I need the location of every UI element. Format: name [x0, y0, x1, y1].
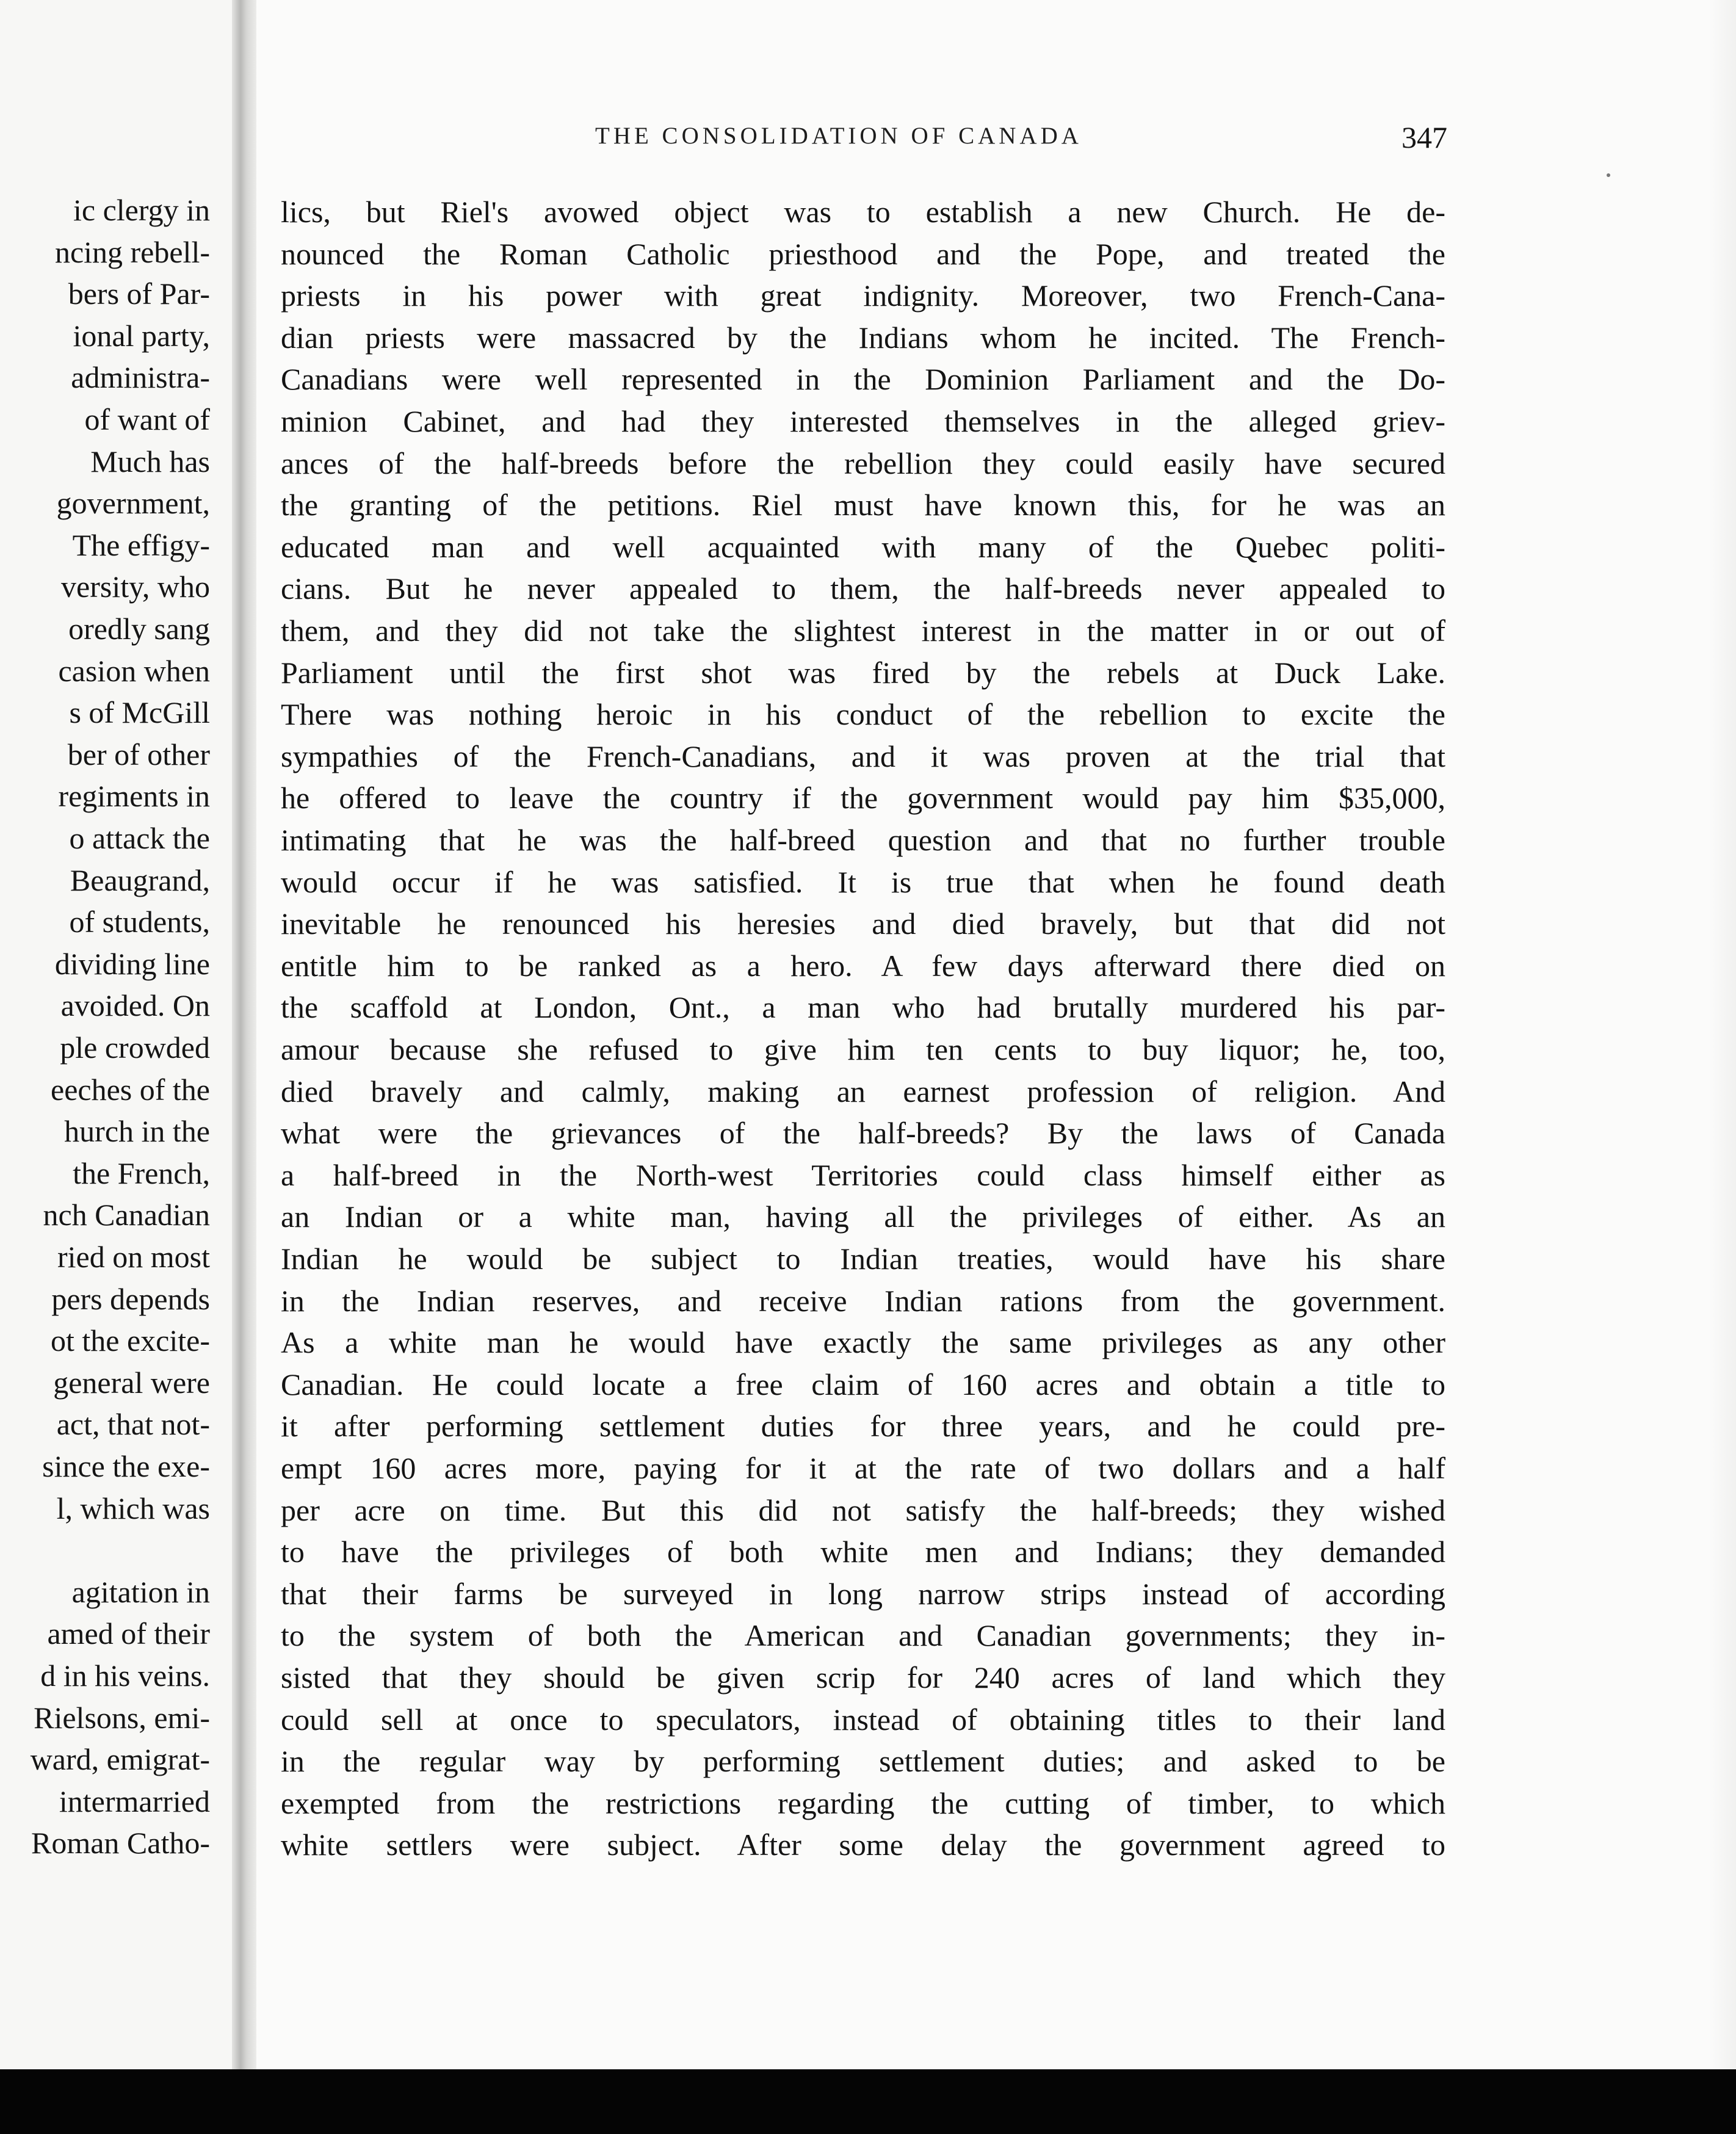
body-text-line: per acre on time. But this did not satisfy the half-breeds; they wished [281, 1492, 1445, 1527]
scan-speck [1607, 173, 1610, 177]
body-text-line: to the system of both the American and Canadian governments; they in- [281, 1618, 1445, 1653]
left-page-line: of students, [69, 905, 210, 939]
left-page-text [0, 0, 232, 2069]
left-page-line: ional party, [73, 318, 210, 353]
left-page-line: amed of their [47, 1616, 210, 1651]
left-page-line: nch Canadian [43, 1198, 210, 1232]
body-text-line: minion Cabinet, and had they interested themselves in the alleged griev- [281, 404, 1445, 438]
body-text-line: Parliament until the first shot was fired by the rebels at Duck Lake. [281, 655, 1445, 690]
body-text-line: Indian he would be subject to Indian treaties, would have his share [281, 1242, 1445, 1276]
left-page-fragment [0, 0, 232, 2069]
body-text-line: could sell at once to speculators, instead of obtaining titles to their land [281, 1702, 1445, 1737]
left-page-line: versity, who [61, 570, 210, 604]
body-text-line: empt 160 acres more, paying for it at the rate of two dollars and a half [281, 1451, 1445, 1485]
scan-bottom-border [0, 2069, 1736, 2134]
body-text-line: that their farms be surveyed in long narrow strips instead of according [281, 1576, 1445, 1611]
book-gutter [232, 0, 256, 2069]
left-page-line: intermarried [59, 1784, 210, 1818]
body-text-line: the granting of the petitions. Riel must have known this, for he was an [281, 488, 1445, 523]
left-page-line: government, [56, 486, 210, 521]
body-text-line: sympathies of the French-Canadians, and it was proven at the trial that [281, 739, 1445, 773]
left-page-line: of want of [84, 402, 210, 436]
left-page-line: s of McGill [69, 695, 210, 730]
left-page-line: The effigy- [72, 527, 210, 562]
left-page-line: ward, emigrat- [30, 1742, 210, 1777]
body-text-line: There was nothing heroic in his conduct of the rebellion to excite the [281, 697, 1445, 732]
left-page-line: eeches of the [51, 1072, 210, 1107]
left-page-line: hurch in the [64, 1114, 210, 1149]
left-page-line: casion when [58, 653, 210, 688]
left-page-line: ber of other [67, 737, 210, 772]
body-text-line: them, and they did not take the slightest interest in the matter in or out of [281, 613, 1445, 648]
running-head: THE CONSOLIDATION OF CANADA [595, 123, 1082, 149]
left-page-line: Roman Catho- [31, 1826, 210, 1861]
left-page-line: ic clergy in [73, 193, 210, 227]
body-text-line: inevitable he renounced his heresies and died bravely, but that did not [281, 906, 1445, 941]
body-text-line: Canadians were well represented in the Dominion Parliament and the Do- [281, 362, 1445, 397]
left-page-line: regiments in [58, 779, 210, 814]
body-text-line: died bravely and calmly, making an earnest profession of religion. And [281, 1074, 1445, 1109]
left-page-line: oredly sang [68, 612, 210, 646]
body-text-line: educated man and well acquainted with many of the Quebec politi- [281, 529, 1445, 564]
left-page-line: administra- [71, 360, 210, 395]
left-page-line: Rielsons, emi- [34, 1700, 210, 1735]
page-number: 347 [1401, 120, 1447, 154]
body-text-line: in the regular way by performing settlement duties; and asked to be [281, 1744, 1445, 1779]
body-text-line: ances of the half-breeds before the rebellion they could easily have secured [281, 446, 1445, 480]
left-page-line: o attack the [69, 821, 210, 855]
body-text-line: As a white man he would have exactly the same privileges as any other [281, 1325, 1445, 1360]
body-text-line: Canadian. He could locate a free claim of 160 acres and obtain a title to [281, 1367, 1445, 1402]
body-text-line: would occur if he was satisfied. It is true that when he found death [281, 864, 1445, 899]
left-page-line: pers depends [51, 1281, 210, 1316]
left-page-line: dividing line [54, 946, 210, 981]
body-text-line: dian priests were massacred by the Indians whom he incited. The French- [281, 320, 1445, 355]
left-page-line: act, that not- [56, 1407, 210, 1442]
left-page-line: ried on most [57, 1240, 210, 1274]
body-text-line: white settlers were subject. After some delay the government agreed to [281, 1828, 1445, 1862]
left-page-line: the French, [73, 1156, 210, 1190]
body-text-line: intimating that he was the half-breed question and that no further trouble [281, 823, 1445, 857]
page-edge-shadow [1709, 0, 1736, 2069]
body-text-line: an Indian or a white man, having all the privileges of either. As an [281, 1199, 1445, 1234]
body-text-line: in the Indian reserves, and receive Indian rations from the government. [281, 1283, 1445, 1318]
body-text-line: nounced the Roman Catholic priesthood and the Pope, and treated the [281, 236, 1445, 271]
left-page-line: bers of Par- [68, 277, 210, 311]
left-page-line: agitation in [71, 1574, 210, 1609]
body-text-line: what were the grievances of the half-breeds? By the laws of Canada [281, 1116, 1445, 1151]
body-text-line: priests in his power with great indignity. Moreover, two French-Cana- [281, 278, 1445, 313]
left-page-line: ncing rebell- [54, 234, 210, 269]
body-text-line: it after performing settlement duties for three years, and he could pre- [281, 1409, 1445, 1444]
left-page-line: Much has [90, 444, 210, 479]
left-page-line: ple crowded [60, 1030, 210, 1065]
body-text-line: lics, but Riel's avowed object was to establish a new Church. He de- [281, 195, 1445, 229]
body-text-line: the scaffold at London, Ont., a man who had brutally murdered his par- [281, 990, 1445, 1025]
left-page-line: since the exe- [42, 1449, 210, 1483]
left-page-line: l, which was [56, 1491, 210, 1525]
body-text-line: a half-breed in the North-west Territories could class himself either as [281, 1157, 1445, 1192]
body-text-line: he offered to leave the country if the government would pay him $35,000, [281, 781, 1445, 816]
body-text-line: amour because she refused to give him ten cents to buy liquor; he, too, [281, 1032, 1445, 1066]
left-page-line: avoided. On [60, 988, 210, 1023]
body-text-line: cians. But he never appealed to them, the half-breeds never appealed to [281, 571, 1445, 606]
body-text-line: entitle him to be ranked as a hero. A few days afterward there died on [281, 948, 1445, 983]
left-page-line: Beaugrand, [70, 863, 210, 897]
body-text-line: to have the privileges of both white men and Indians; they demanded [281, 1535, 1445, 1569]
body-text-line: exempted from the restrictions regarding the cutting of timber, to which [281, 1785, 1445, 1820]
body-text-line: sisted that they should be given scrip for 240 acres of land which they [281, 1660, 1445, 1695]
left-page-line: general were [53, 1365, 210, 1400]
left-page-line: d in his veins. [40, 1658, 210, 1693]
left-page-line: ot the excite- [51, 1323, 210, 1358]
